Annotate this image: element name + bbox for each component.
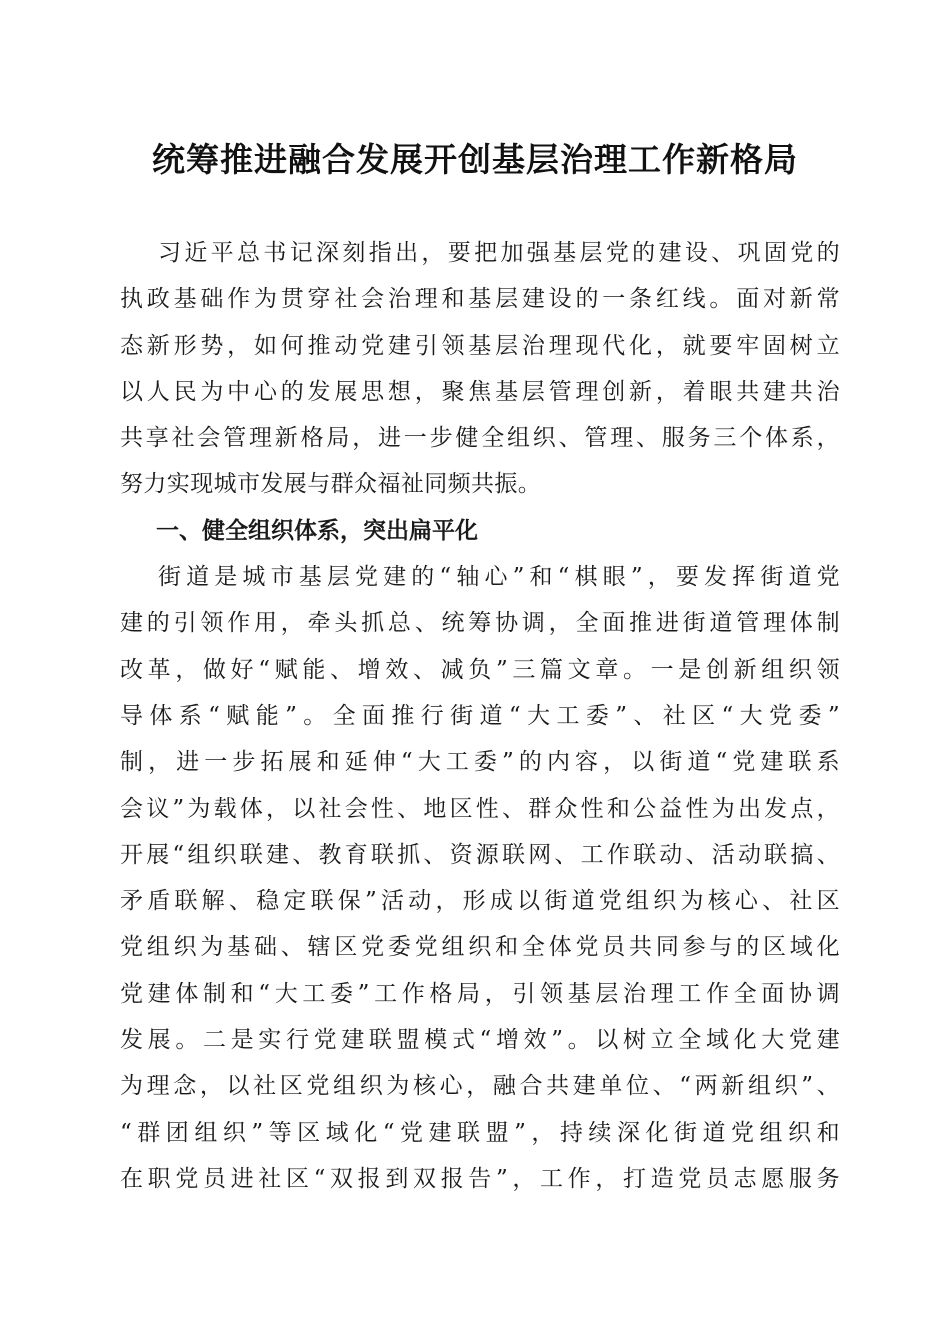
document-title: 统筹推进融合发展开创基层治理工作新格局 (152, 140, 798, 179)
paragraph-2-line: 党建体制和“大工委”工作格局，引领基层治理工作全面协调 (120, 980, 840, 1007)
paragraph-2-line: “群团组织”等区域化“党建联盟”，持续深化街道党组织和 (120, 1119, 840, 1146)
section-heading-1: 一、健全组织体系，突出扁平化 (156, 517, 478, 544)
paragraph-2-line: 改革，做好“赋能、增效、减负”三篇文章。一是创新组织领 (120, 656, 840, 683)
paragraph-2-line: 矛盾联解、稳定联保”活动，形成以街道党组织为核心、社区 (120, 888, 840, 915)
paragraph-1-line: 态新形势，如何推动党建引领基层治理现代化，就要牢固树立 (120, 332, 840, 359)
paragraph-2-line: 导体系“赋能”。全面推行街道“大工委”、社区“大党委” (120, 702, 840, 729)
paragraph-2-line: 街道是城市基层党建的“轴心”和“棋眼”，要发挥街道党 (158, 564, 840, 591)
paragraph-1-line: 努力实现城市发展与群众福祉同频共振。 (120, 471, 542, 498)
paragraph-2-line: 建的引领作用，牵头抓总、统筹协调，全面推进街道管理体制 (120, 610, 840, 637)
paragraph-1-line: 共享社会管理新格局，进一步健全组织、管理、服务三个体系， (120, 425, 840, 452)
paragraph-2-line: 发展。二是实行党建联盟模式“增效”。以树立全域化大党建 (120, 1027, 840, 1054)
paragraph-2-line: 会议”为载体，以社会性、地区性、群众性和公益性为出发点， (120, 795, 840, 822)
paragraph-2-line: 党组织为基础、辖区党委党组织和全体党员共同参与的区域化 (120, 934, 840, 961)
paragraph-1-line: 以人民为中心的发展思想，聚焦基层管理创新，着眼共建共治 (120, 378, 840, 405)
paragraph-1-line: 习近平总书记深刻指出，要把加强基层党的建设、巩固党的 (158, 240, 840, 266)
paragraph-2-line: 开展“组织联建、教育联抓、资源联网、工作联动、活动联搞、 (120, 841, 840, 868)
paragraph-2-line: 为理念，以社区党组织为核心，融合共建单位、“两新组织”、 (120, 1073, 840, 1100)
paragraph-2-line: 制，进一步拓展和延伸“大工委”的内容，以街道“党建联系 (120, 749, 840, 776)
paragraph-1-line: 执政基础作为贯穿社会治理和基层建设的一条红线。面对新常 (120, 286, 840, 313)
paragraph-2-line: 在职党员进社区“双报到双报告”，工作，打造党员志愿服务 (120, 1165, 840, 1192)
document-body (120, 230, 840, 1202)
